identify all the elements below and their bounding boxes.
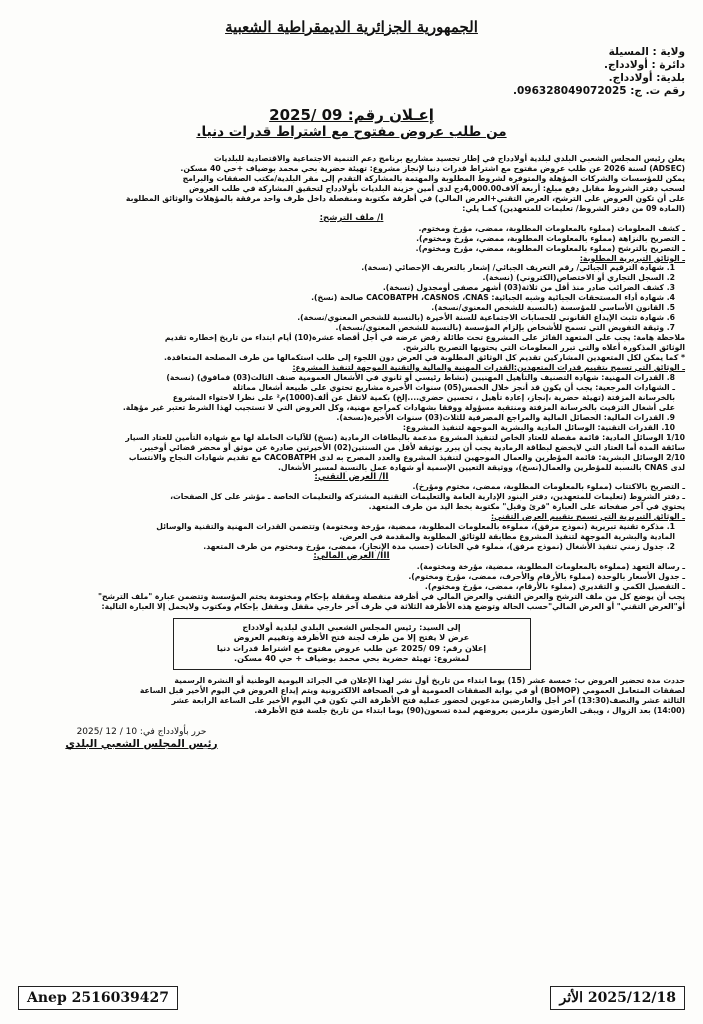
doc-item: 4. شهادة أداء المستحقات الجبائية وشبه الجبائية: CACOBATPH ،CASNOS ،CNAS صالحة (نسخ). xyxy=(311,293,675,303)
note-line: ملاحظة هامة: يجب على المتعهد الفائز على المشروع تحت طائلة رفض عرضه في أجل أقصاه عشرة(10) أيام ابتداء من تاريخ إخطاره تقديم xyxy=(164,333,685,343)
closing-line: لصفقات المتعامل العمومي (BOMOP) أو في بوابة الصفقات العمومية أو في الصحافة الالكترونية ويتم إيداع العروض في اليوم الأخير قبل الساعة xyxy=(139,685,685,695)
nif-line: رقم ت. ج: 096328049072025. xyxy=(512,85,685,97)
notice-page xyxy=(18,10,685,1010)
notice-body xyxy=(18,154,685,716)
intro-line: يعلن رئيس المجلس الشعبي البلدي لبلدية أولادداج في إطار تجسيد مشاريع برنامج دعم التنمية الاجتماعية والاقتصادية للبلديات xyxy=(213,154,685,163)
intro-line: على أن تكون العروض على الترشح، العرض التقني+العرض المالي) في أظرفة مكتوبة ومنفصلة داخل ظرف واحد مرفقة بالمؤهلات والوثائق المطلوبة xyxy=(125,193,685,203)
anep-reference: Anep 2516039427 xyxy=(18,986,178,1010)
list-item: ـ الوثائق التبريرية المطلوبة: xyxy=(579,253,685,263)
capacity-line: 8. القدرات المهنية: شهادة التصنيف والتأهيل المهنيين (نشاط رئيسي أو ثانوي في الأشغال العمومية صنف الثالث(03) فمافوق) (نسخة) xyxy=(166,372,675,382)
list-item: ـ كشف المعلومات (مملوء بالمعلومات المطلوبة، ممضى، مؤرخ ومختوم. xyxy=(418,223,685,233)
list-item: ـ التفصيل الكمي و التقديري (مملوء بالأرقام، ممضى، مؤرخ ومختوم). xyxy=(424,581,685,591)
doc-item: 5. القانون الأساسي للمؤسسة (بالنسبة للشخص المعنوي/نسخة). xyxy=(431,303,675,313)
signature-block xyxy=(18,726,685,750)
doc-item: 6. شهادة تثبت الإيداع القانوني للحسابات الاجتماعية للسنة الأخيرة (بالنسبة للشخص المعنوي/نسخة). xyxy=(297,313,675,323)
closing-line: (14:00) بعد الزوال ، ويبقى العارضون ملزمين بعروضهم لمدة تسعون(90) يوما ابتداء من تاريخ جلسة فتح الأظرفة. xyxy=(254,705,685,715)
intro-line: يمكن للمؤسسات والشركات المؤهلة والمتوفرة لشروط المطلوبة والمهتمة بالمشاركة التقدم إلى مقر البلدية/مكتب الصفقات والبرامج xyxy=(182,173,685,183)
list-item: يحتوي في آخر صفحاته على العبارة "قرئ وقبل" مكتوبة بخط اليد من طرف المتعهد. xyxy=(368,502,685,512)
closing-line: الثالثة عشر والنصف(13:30) آخر أجل والعارضين مدعوين لحضور عملية فتح الأظرفة التي تكون في اليوم الأخير على الساعة الرابعة عشر xyxy=(171,695,685,705)
list-item: 1. مذكرة تقنية تبريرية (نموذج مرفق)، مملوءة بالمعلومات المطلوبة، ممضية، مؤرخة ومختومة) وتتضمن القدرات المهنية والتقنية والوسائل xyxy=(156,522,675,532)
envelope-line: إعلان رقم: 09 /2025 عن طلب عروض مفتوح مع اشتراط قدرات دنيا xyxy=(216,643,487,653)
capacity-line: 2/10 الوسائل البشرية: قائمة المؤطرين والعمال الموجهين لتنفيذ المشروع والعدد المصرح به لدى CACOBATPH مع تقديم شهادات النجاح والانتساب xyxy=(128,452,685,462)
list-item: ـ دفتر الشروط (تعليمات للمتعهدين، دفتر البنود الإدارية العامة والتعليمات التقنية المشتركة والتعليمات الخاصة ـ مؤشر على كل الصفحات، xyxy=(170,492,685,502)
intro-line: (المادة 09 من دفتر الشروط/ تعليمات للمتعهدين) كمـا يلي: xyxy=(462,203,685,213)
list-item: ـ التصريح بالاكتتاب (مملوء بالمعلومات المطلوبة، ممضى، مختوم ومؤرخ). xyxy=(412,482,685,492)
place-date: حرر بأولادداج في: 10 / 12 /2025 xyxy=(76,726,207,737)
note-line: * كما يمكن لكل المتعهدين المشاركين تقديم كل الوثائق المطلوبة في العرض دون اللجوء إلى طلب استكمالها من طرف المصلحة المتعاقدة. xyxy=(164,353,685,363)
publication-date: 2025/12/18 الأثر xyxy=(550,986,685,1010)
notice-number: إعـلان رقم: 09 /2025 xyxy=(269,106,434,124)
doc-item: 7. وثيقة التفويض التي تسمح للأشخاص بإلزام المؤسسة (بالنسبة للشخص المعنوي/نسخة). xyxy=(335,323,675,333)
section-title-technical: II/ العرض التقني: xyxy=(314,471,389,482)
section-title-financial: III/ العرض المالي: xyxy=(313,551,390,562)
daira-line: دائرة : أولادداج. xyxy=(603,59,685,71)
envelope-label-box xyxy=(173,618,531,670)
intro-line: لسحب دفتر الشروط مقابل دفع مبلغ: أربعة آلاف4,000.00دج لدى أمين خزينة البلديات بأولادداج لتحقيق المشاركة في طلب العروض xyxy=(189,183,685,193)
notice-subtitle: من طلب عروض مفتوح مع اشتراط قدرات دنيا. xyxy=(196,124,507,140)
doc-item: 2. السجل التجاري أو الاختصاص(الكتروني) (نسخة). xyxy=(482,273,675,283)
section-title-candidature: I/ ملف الترشح: xyxy=(319,212,384,223)
capacity-line: 10. القدرات التقنية: الوسائل المادية والبشرية الموجهة لتنفيذ المشروع: xyxy=(402,422,675,432)
capacity-line: 9. القدرات المالية: الحصائل المالية والمراجع المصرفية للثلاث(03) سنوات الأخيرة(نسخة). xyxy=(336,412,675,422)
capacities-title: ـ الوثائق التي تسمح بتقييم قدرات المتعهدين:القدرات المهنية والمالية والتقنية الموجهة لتنفيذ المشروع: xyxy=(292,363,685,373)
doc-item: 1. شهادة الترقيم الجبائي/ رقم التعريف الجبائي/ إشعار بالتعريف الإحصائي (نسخة). xyxy=(361,263,675,273)
envelope-line: عرض لا يفتح إلا من طرف لجنة فتح الأظرفة وتقييم العروض xyxy=(233,633,470,643)
wilaya-line: ولاية : المسيلة xyxy=(608,46,685,58)
capacity-line: لدى CNAS بالنسبة للمؤطرين والعمال(نسخ)، ووثيقة التعيين الإسمية أو شهادة عمل بالنسبة لمسير الأشغال. xyxy=(277,462,685,472)
doc-item: 3. كشف الضرائب صادر منذ أقل من ثلاثة(03) أشهر مصفى أومجدول (نسخة). xyxy=(382,283,675,293)
list-item: ـ جدول الأسعار بالوحدة (مملوء بالأرقام والأحرف، ممضى، مؤرخ ومختوم). xyxy=(408,572,685,582)
envelope-line: إلى السيد: رئيس المجلس الشعبي البلدي لبلدية أولادداج xyxy=(242,622,461,632)
list-item: ـ التصريح بالترشح (مملوء بالمعلومات المطلوبة، ممضي، مؤرخ ومختوم). xyxy=(415,243,685,253)
capacity-line: سائقة المدة أما العتاد التي لايخضع لبطاقة الرمادية يجب أن يبرر بوثيقة لأقل من السنتين(02) الأخيرتين صادرة عن موثق أو محضر قضائي أوخبير. xyxy=(139,442,685,452)
baladia-line: بلدية: أولادداج. xyxy=(608,72,685,84)
list-item: المادية والبشرية الموجهة لتنفيذ المشروع مطابقة للوثائق المطلوبة والمقدمة في العرض. xyxy=(339,532,675,542)
list-item: 2. جدول زمني تنفيذ الأشغال (نموذج مرفق)، مملوء في الخانات (حسب مدة الإنجاز)، ممضى، مؤرخ ومختوم من طرف المتعهد. xyxy=(203,542,675,552)
list-item: ـ رسالة التعهد (مملوءة بالمعلومات المطلوبة، ممضية، مؤرخة ومختومة). xyxy=(416,562,685,572)
capacity-line: 1/10 الوسائل المادية: قائمة مفصلة للعتاد الخاص لتنفيذ المشروع مدعمة بالبطاقات الرمادية (نسخ) للآليات الحاملة لها مع شهادة التأمين للعتاد السيار xyxy=(125,432,685,442)
closing-line: حددت مدة تحضير العروض ب: خمسة عشر (15) يوما ابتداء من تاريخ أول نشر لهذا الإعلان في الجرائد اليومية الوطنية أو النشرة الرسمية xyxy=(174,675,685,685)
list-item: ـ التصريح بالنزاهة (مملوء بالمعلومات المطلوبة، ممضي، مؤرخ ومختوم). xyxy=(416,233,685,243)
publication-footer xyxy=(18,984,685,1010)
envelope-line: لمشروع: تهيئة حضرية بحي محمد بوضياف + حي 40 مسكن. xyxy=(234,654,469,664)
capacity-line: ـ الشهادات المرجعية: يجب أن يكون قد أنجز خلال الخمس(05) سنوات الأخيرة مشاريع تحتوي على طبيعة أشغال مماثلة xyxy=(232,382,675,392)
list-item: ـ الوثائق التبريرية التي تسمح بتقييم العرض التقني: xyxy=(491,512,685,522)
intro-line: (ADSEC) لسنة 2026 عن طلب عروض مفتوح مع اشتراط قدرات دنيا لإنجاز مشروع: تهيئة حضرية بحي محمد بوضياف +حي 40 مسكن. xyxy=(180,163,685,173)
list-item: أو"العرض التقني" أو العرض المالي"حسب الحالة وتوضع هذه الأظرفة الثلاثة في ظرف آخر خارجي مقفل ومقفل بإحكام ومكتوب ولايحمل إلا العبارة التالية: xyxy=(101,601,685,611)
republic-title: الجمهورية الجزائرية الديمقراطية الشعبية xyxy=(225,18,478,36)
signatory-title: رئيس المجلس الشعبي البلدي xyxy=(65,737,218,750)
list-item: يجب أن يوضع كل من ملف الترشح والعرض التقني والعرض المالي في أظرفة منفصلة ومقفلة بإحكام ومختومة يختم المؤسسة وتتضمن عبارة "ملف الترشح" xyxy=(97,591,685,601)
capacity-line: بالخرسانة المزفتة (تهيئة حضرية ،إنجاز، إعادة تأهيل ، تحسين حضري....إلخ) بكمية لاتقل عن ألف(1000)م² على نظرا لاحتواء المشروع xyxy=(172,392,675,402)
admin-header xyxy=(18,46,685,98)
note-line: الوثائق المذكورة أعلاه والتي تبرر المعلومات التي يحتويها التصريح بالترشح. xyxy=(402,343,685,353)
capacity-line: على أشغال التزفيت بالخرسانة المزفتة ومنتقبة مسؤولة ووفقا بشهادات كمراجع مهنية، وكل العروض التي لا تستجيب لهذا الشرط تعتبر غير مؤهلة. xyxy=(122,402,675,412)
